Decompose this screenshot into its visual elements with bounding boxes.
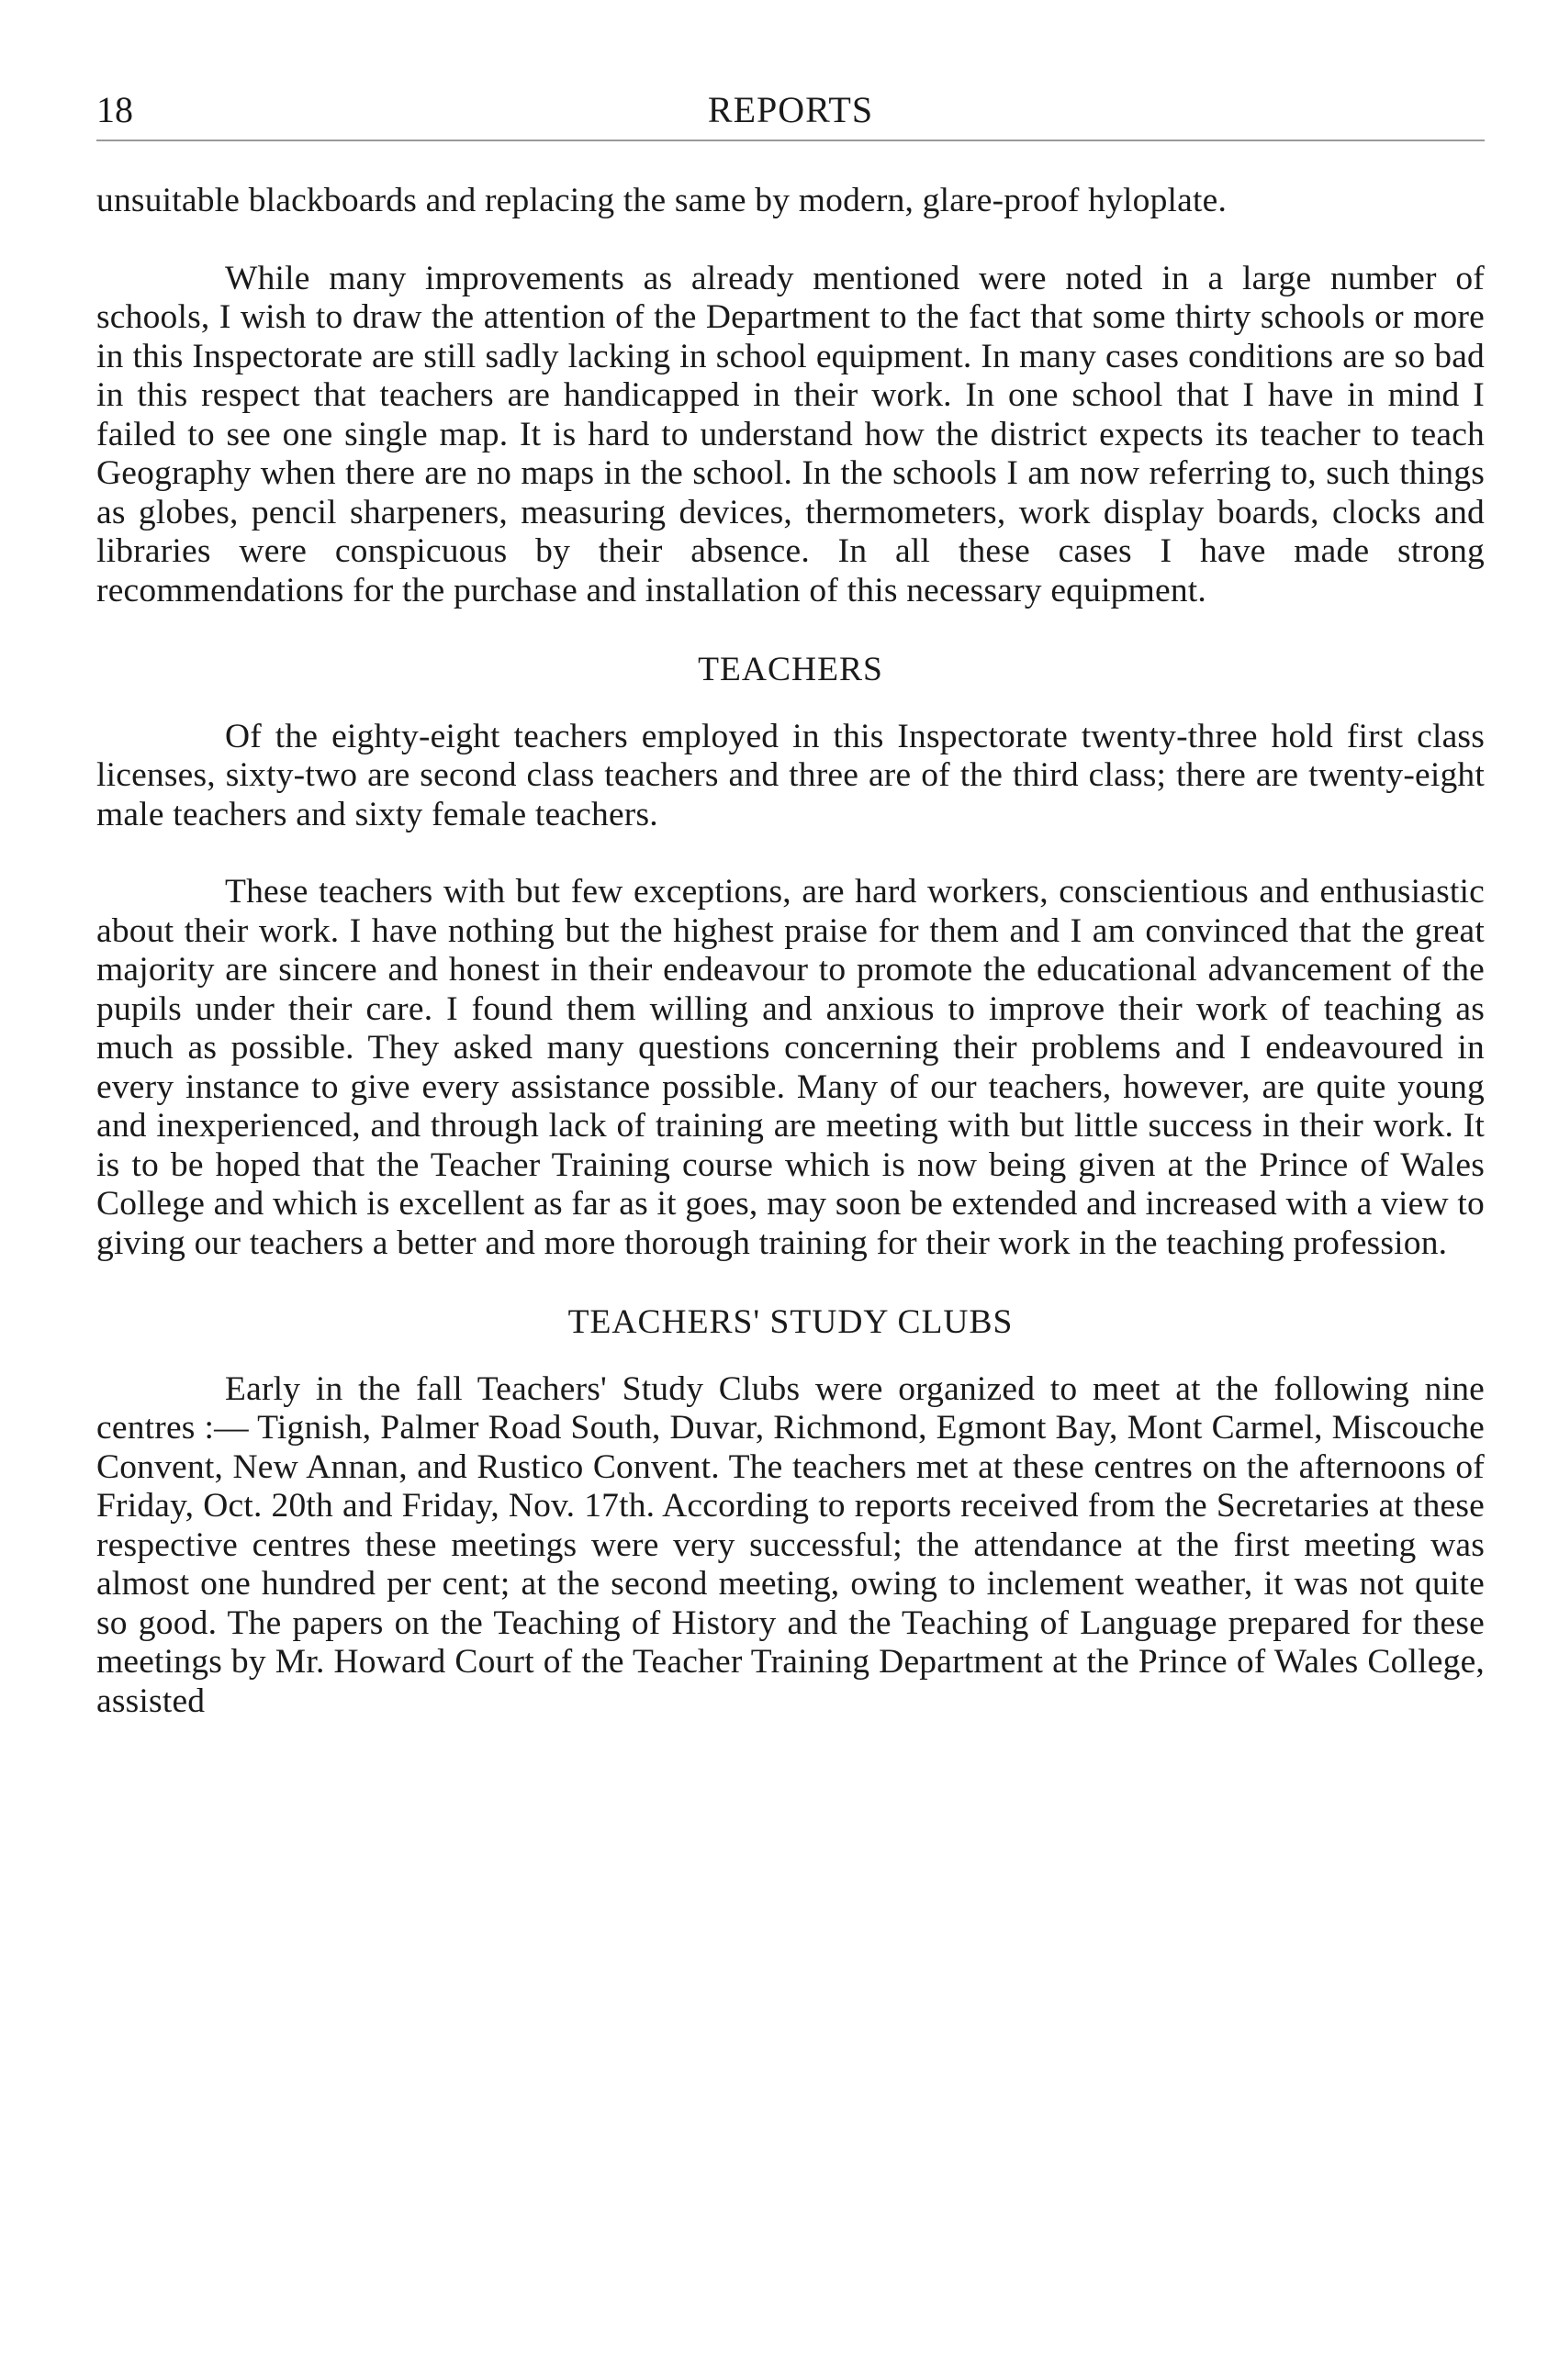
section-heading-teachers: TEACHERS bbox=[698, 651, 883, 688]
document-page bbox=[96, 88, 1485, 1721]
running-header bbox=[96, 88, 1485, 141]
teachers-praise-paragraph: These teachers with but few exceptions, are hard workers, conscientious and enthusiastic about their work. I have nothing but the highest praise for them and I am convinced that the great majority are sincere and honest in their endeavour to promote the educational advancement of the pupils under their care. I found them willing and anxious to improve their work of teaching as much as possible. They asked many questions concerning their problems and I endeavoured in every instance to give every assistance possible. Many of our teachers, however, are quite young and inexperienced, and through lack of training are meeting with but little success in their work. It is to be hoped that the Teacher Training course which is now being given at the Prince of Wales College and which is excellent as far as it goes, may soon be extended and increased with a view to giving our teachers a better and more thorough training for their work in the teaching profession. bbox=[96, 873, 1485, 1262]
running-title: REPORTS bbox=[707, 89, 874, 130]
section-heading-study-clubs: TEACHERS' STUDY CLUBS bbox=[567, 1303, 1014, 1341]
study-clubs-paragraph: Early in the fall Teachers' Study Clubs were organized to meet at the following nine centres :— Tignish, Palmer Road South, Duvar, Richmond, Egmont Bay, Mont Carmel, Miscouche Convent, New Annan, and Rustico Convent. The teachers met at these centres on the afternoons of Friday, Oct. 20th and Friday, Nov. 17th. According to reports received from the Secretaries at these respective centres these meetings were very successful; the attendance at the first meeting was almost one hundred per cent; at the second meeting, owing to inclement weather, it was not quite so good. The papers on the Teaching of History and the Teaching of Language prepared for these meetings by Mr. Howard Court of the Teacher Training Department at the Prince of Wales College, assisted bbox=[96, 1369, 1485, 1720]
teachers-licenses-paragraph: Of the eighty-eight teachers employed in this Inspectorate twenty-three hold first class licenses, sixty-two are second class teachers and three are of the third class; there are twenty-eight male teachers and sixty female teachers. bbox=[96, 717, 1485, 833]
body-text bbox=[96, 182, 1485, 1721]
equipment-paragraph: While many improvements as already mentioned were noted in a large number of schools, I wish to draw the attention of the Department to the fact that some thirty schools or more in this Inspectorate are still sadly lacking in school equipment. In many cases conditions are so bad in this respect that teachers are handicapped in their work. In one school that I have in mind I failed to see one single map. It is hard to understand how the district expects its teacher to teach Geography when there are no maps in the school. In the schools I am now referring to, such things as globes, pencil sharpeners, measuring devices, thermometers, work display boards, clocks and libraries were conspicuous by their absence. In all these cases I have made strong recommendations for the purchase and installation of this necessary equipment. bbox=[96, 259, 1485, 609]
page-number: 18 bbox=[96, 89, 133, 130]
continued-paragraph: unsuitable blackboards and replacing the same by modern, glare-proof hyloplate. bbox=[96, 182, 1228, 219]
